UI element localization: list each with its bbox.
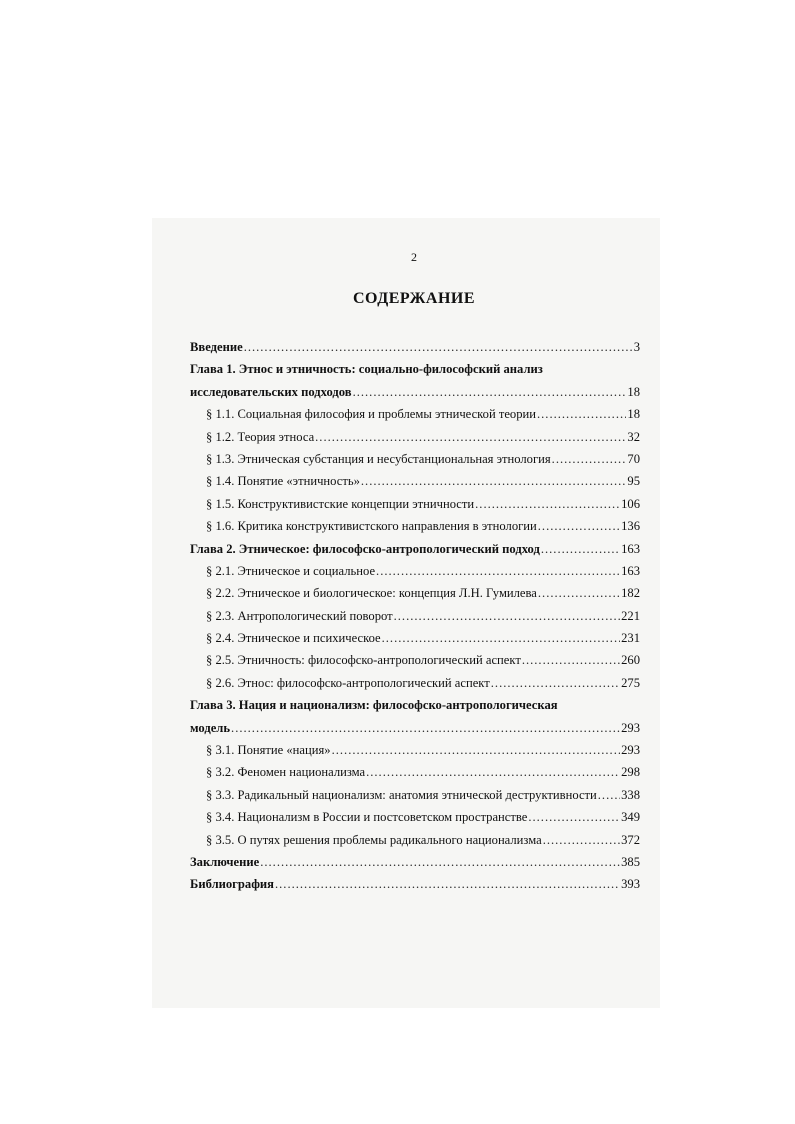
toc-entry-section-2-2: § 2.2. Этническое и биологическое: концепция Л.Н. Гумилева ..... 182 [190,586,640,608]
page-title: СОДЕРЖАНИЕ [352,290,476,307]
toc-entry-chapter-1-heading: Глава 1. Этнос и этничность: социально-философский анализ [190,362,543,377]
toc-entry-section-3-1: § 3.1. Понятие «нация» ..... 293 [190,743,640,765]
toc-entry-section-3-5: § 3.5. О путях решения проблемы радикального национализма ..... 372 [190,833,640,855]
toc-entry-introduction: Введение ..... 3 [190,340,640,362]
toc-entry-chapter-2: Глава 2. Этническое: философско-антропологический подход ..... 163 [190,542,640,564]
table-of-contents [190,340,640,900]
toc-entry-section-1-2: § 1.2. Теория этноса ..... 32 [190,430,640,452]
toc-entry-section-1-4: § 1.4. Понятие «этничность» ..... 95 [190,474,640,496]
toc-entry-section-2-3: § 2.3. Антропологический поворот ..... 221 [190,609,640,631]
toc-entry-section-3-4: § 3.4. Национализм в России и постсоветском пространстве ..... 349 [190,810,640,832]
toc-entry-section-1-3: § 1.3. Этническая субстанция и несубстанциональная этнология ..... 70 [190,452,640,474]
toc-entry-bibliography: Библиография ..... 393 [190,877,640,899]
toc-entry-section-3-3: § 3.3. Радикальный национализм: анатомия этнической деструктивности ..... 338 [190,788,640,810]
toc-entry-chapter-3-heading: Глава 3. Нация и национализм: философско-антропологическая [190,698,558,713]
toc-entry-section-2-5: § 2.5. Этничность: философско-антропологический аспект ..... 260 [190,653,640,675]
toc-entry-section-2-6: § 2.6. Этнос: философско-антропологический аспект ..... 275 [190,676,640,698]
toc-entry-section-1-5: § 1.5. Конструктивистские концепции этничности ..... 106 [190,497,640,519]
toc-entry-chapter-1: исследовательских подходов ..... 18 [190,385,640,407]
toc-entry-chapter-3: модель ..... 293 [190,721,640,743]
toc-entry-conclusion: Заключение ..... 385 [190,855,640,877]
toc-entry-section-1-6: § 1.6. Критика конструктивистского направления в этнологии ..... 136 [190,519,640,541]
page-number: 2 [411,250,417,264]
toc-entry-section-2-1: § 2.1. Этническое и социальное ..... 163 [190,564,640,586]
toc-entry-section-1-1: § 1.1. Социальная философия и проблемы этнической теории ..... 18 [190,407,640,429]
toc-entry-section-2-4: § 2.4. Этническое и психическое ..... 231 [190,631,640,653]
toc-entry-section-3-2: § 3.2. Феномен национализма ..... 298 [190,765,640,787]
